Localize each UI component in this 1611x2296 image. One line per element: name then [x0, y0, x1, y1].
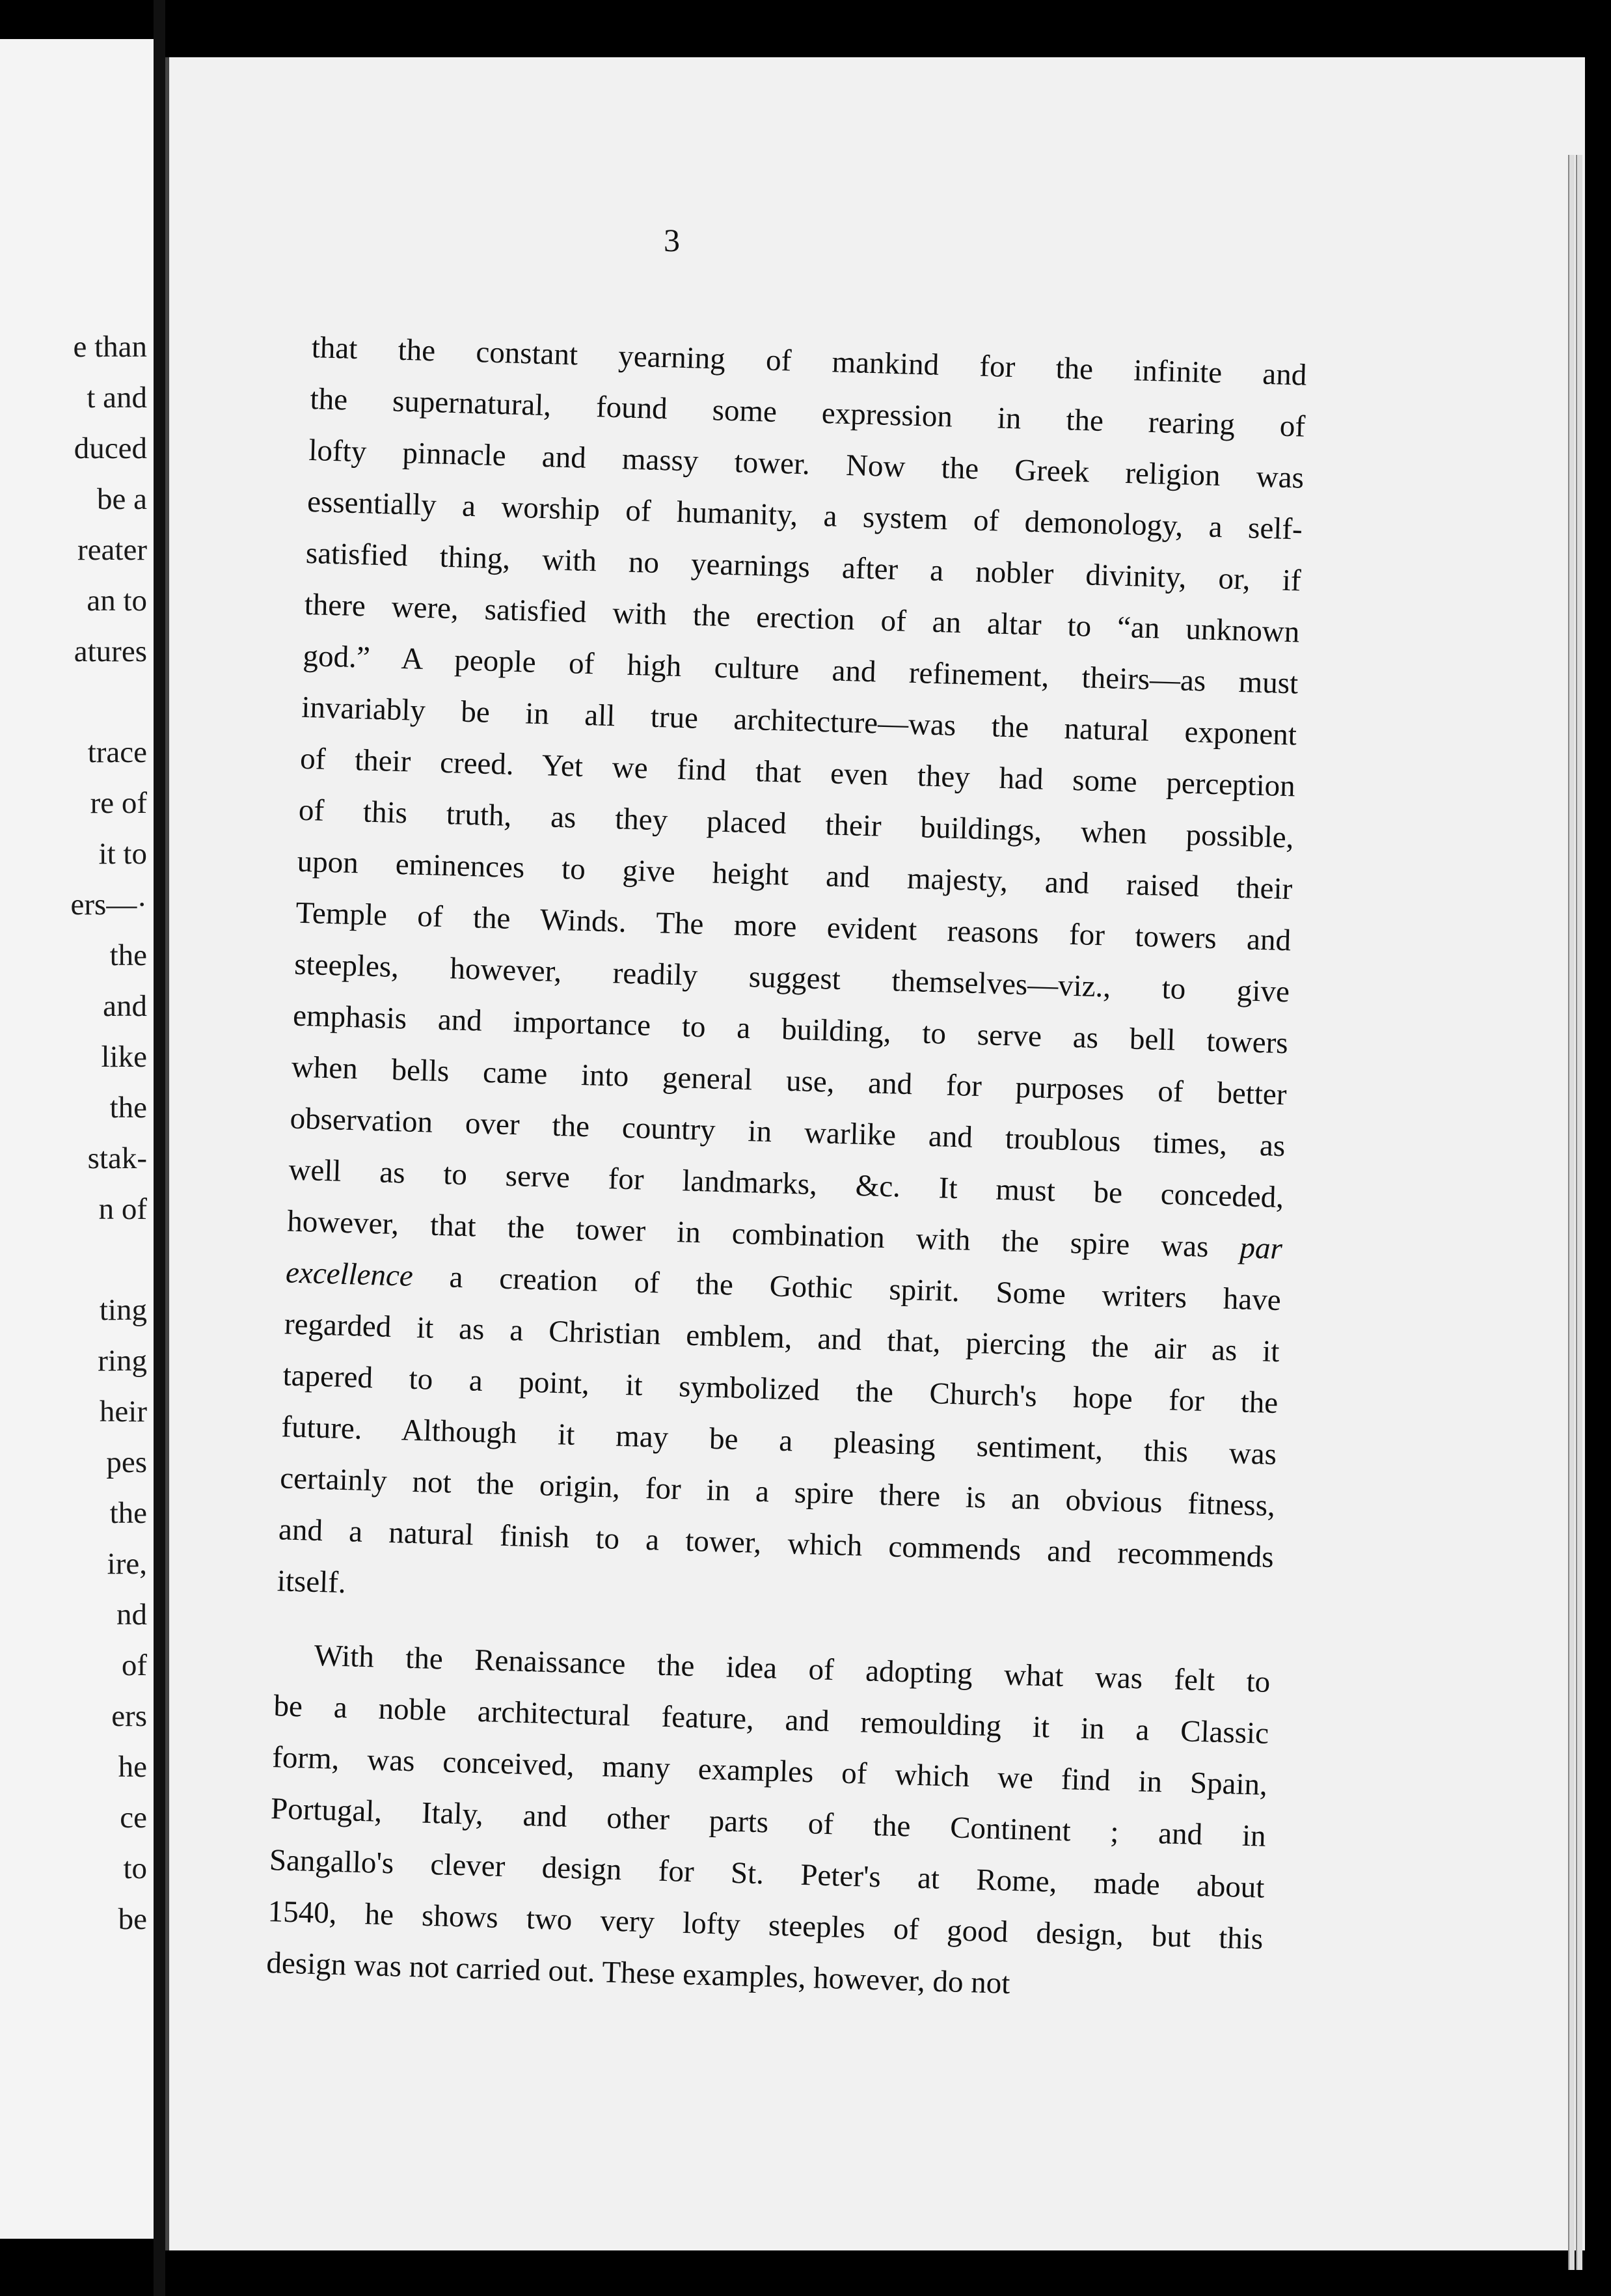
text-line: there were, satisfied with the erection of an altar to “an unknown [304, 587, 1301, 649]
paragraph-2 [265, 1629, 1271, 2017]
text-line: and a natural finish to a tower, which commends and recommends [278, 1512, 1275, 1574]
italic-word: par [1239, 1231, 1283, 1266]
text-line: of this truth, as they placed their buildings, when possible, [298, 793, 1295, 855]
text-line: excellence a creation of the Gothic spirit. Some writers have [285, 1255, 1282, 1318]
page-stack-edge [1576, 155, 1582, 2270]
text-line: Sangallo's clever design for St. Peter's at Rome, made about [269, 1843, 1266, 1905]
text-line: however, that the tower in combination with the spire was par [286, 1204, 1283, 1266]
text-line: of their creed. Yet we find that even they had some perception [299, 741, 1296, 804]
text-line: With the Renaissance the idea of adopting what was felt to [314, 1638, 1271, 1699]
text-line: certainly not the origin, for in a spire there is an obvious fitness, [279, 1461, 1276, 1524]
left-page-line: it to [98, 837, 147, 871]
left-page-line: of [121, 1648, 147, 1682]
left-page-line: pes [106, 1445, 147, 1479]
left-page-line: the [109, 1496, 147, 1530]
left-page-line: the [109, 1091, 147, 1125]
left-page-line: an to [87, 584, 147, 618]
left-page-line: he [118, 1750, 147, 1784]
left-page-line: to [123, 1852, 147, 1885]
page-stack-edge [1568, 155, 1575, 2270]
left-page-line: ers [111, 1699, 147, 1733]
text-line: design was not carried out. These examples, however, do not [265, 1946, 1011, 2001]
left-page-line: re of [90, 786, 147, 820]
text-line: invariably be in all true architecture—was the natural exponent [301, 690, 1297, 752]
left-page-line: duced [74, 431, 147, 465]
book-gutter [154, 0, 165, 2296]
left-page-line: e than [73, 330, 147, 364]
left-page-line: be a [97, 482, 147, 516]
text-line: Temple of the Winds. The more evident reasons for towers and [295, 895, 1292, 958]
left-page-line: ce [120, 1801, 147, 1835]
text-line: when bells came into general use, and for purposes of better [291, 1050, 1288, 1112]
text-line: the supernatural, found some expression in the rearing of [309, 381, 1306, 444]
text-line: satisfied thing, with no yearnings after a nobler divinity, or, if [305, 536, 1302, 598]
text-line: Portugal, Italy, and other parts of the Continent ; and in [270, 1792, 1267, 1853]
italic-word: excellence [285, 1255, 414, 1293]
left-page-line: reater [77, 533, 147, 567]
left-page-line: ers—· [70, 888, 147, 922]
left-page-line: ting [99, 1293, 147, 1327]
text-line: regarded it as a Christian emblem, and that, piercing the air as it [284, 1307, 1280, 1369]
left-page-line: atures [74, 635, 147, 668]
text-line: upon eminences to give height and majesty, and raised their [297, 844, 1293, 907]
page-number: 3 [664, 222, 680, 258]
text-line: essentially a worship of humanity, a system of demonology, a self- [306, 484, 1303, 547]
text-line: steeples, however, readily suggest themselves—viz., to give [293, 947, 1290, 1009]
paragraph-1 [277, 322, 1308, 1635]
text-line: that the constant yearning of mankind for the infinite and [311, 330, 1308, 392]
text-line: be a noble architectural feature, and remoulding it in a Classic [273, 1689, 1269, 1751]
left-page-line: n of [98, 1192, 147, 1226]
left-page [0, 39, 156, 2239]
left-page-line: trace [87, 735, 147, 769]
text-line: future. Although it may be a pleasing sentiment, this was [280, 1410, 1277, 1472]
left-page-line: like [101, 1040, 147, 1074]
left-page-line: t and [87, 381, 147, 415]
text-line: well as to serve for landmarks, &c. It must be conceded, [288, 1153, 1284, 1215]
text-line: tapered to a point, it symbolized the Church's hope for the [282, 1358, 1279, 1421]
body-text [265, 322, 1307, 2017]
text-line: itself. [277, 1564, 347, 1600]
text-line: 1540, he shows two very lofty steeples of good design, but this [267, 1894, 1264, 1956]
left-page-line: ring [98, 1344, 147, 1378]
left-page-line: heir [99, 1395, 147, 1428]
left-page-line: ire, [107, 1547, 147, 1581]
left-page-line: stak- [87, 1141, 147, 1175]
left-page-line: nd [116, 1598, 147, 1632]
text-line: god.” A people of high culture and refinement, theirs—as must [302, 638, 1299, 701]
text-line: lofty pinnacle and massy tower. Now the Greek religion was [308, 433, 1305, 495]
text-line: emphasis and importance to a building, to serve as bell towers [292, 998, 1289, 1061]
text-line: observation over the country in warlike and troublous times, as [290, 1101, 1286, 1164]
left-page-line: and [103, 989, 147, 1023]
left-page-line: the [109, 938, 147, 972]
left-page-line: be [118, 1902, 147, 1936]
text-line: form, was conceived, many examples of which we find in Spain, [271, 1740, 1268, 1802]
